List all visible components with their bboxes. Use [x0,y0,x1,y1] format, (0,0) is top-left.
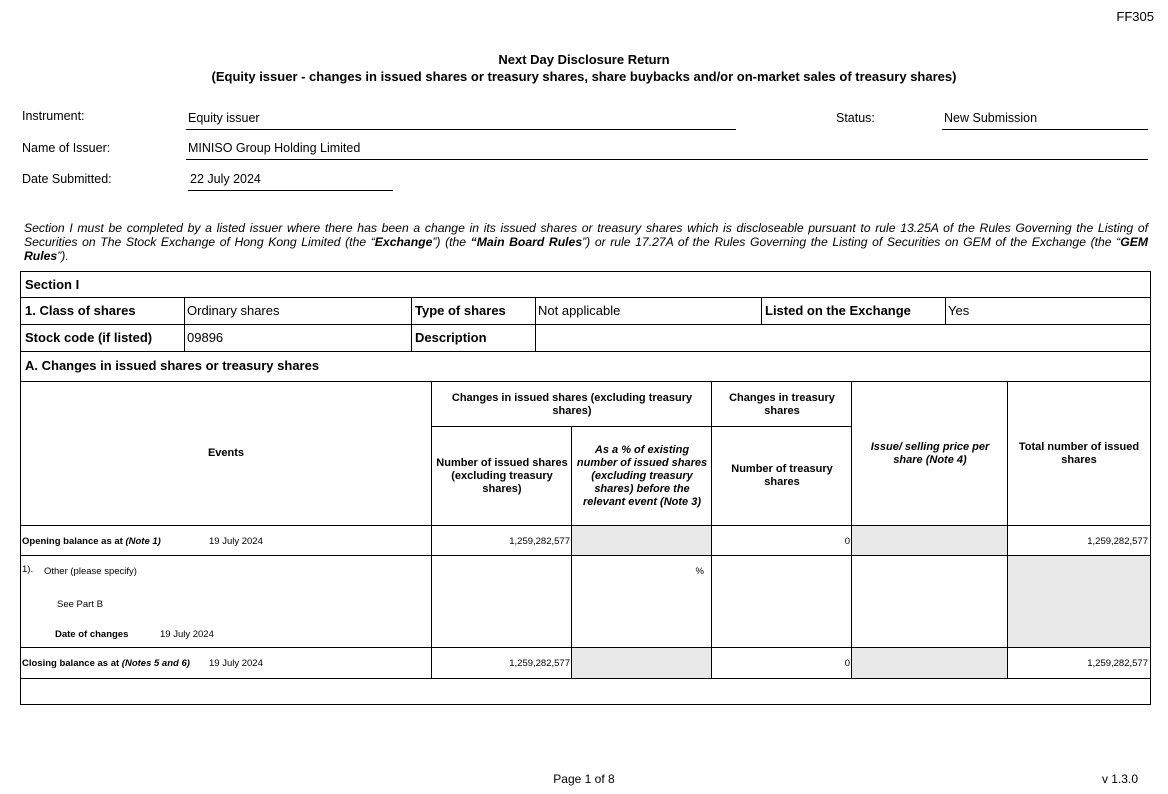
event-type: Other (please specify) [44,566,137,577]
listed-on-exchange-label: Listed on the Exchange [765,303,911,318]
page-number: Page 1 of 8 [553,772,615,786]
date-of-changes-value: 19 July 2024 [160,629,214,640]
closing-balance-date: 19 July 2024 [209,658,263,669]
type-of-shares-value: Not applicable [538,303,621,318]
instrument-field: Equity issuer [186,111,736,130]
closing-total-shares: 1,259,282,577 [1087,658,1148,669]
page-title: Next Day Disclosure Return [498,52,670,67]
class-of-shares-label: 1. Class of shares [25,303,136,318]
instrument-label: Instrument: [22,109,85,123]
number-issued-shares-header: Number of issued shares (excluding treasury shares) [436,456,568,495]
opening-balance-date: 19 July 2024 [209,536,263,547]
page-subtitle: (Equity issuer - changes in issued shares or treasury shares, share buybacks and/or on-market sales of treasury shares) [211,69,957,84]
treasury-shares-group-header: Changes in treasury shares [729,391,835,417]
form-code: FF305 [1116,9,1154,24]
closing-balance-label: Closing balance as at (Notes 5 and 6) [22,658,190,669]
description-label: Description [415,330,487,345]
closing-issued-shares: 1,259,282,577 [509,658,570,669]
part-a-title: A. Changes in issued shares or treasury shares [25,358,320,373]
section-title: Section I [25,277,80,292]
issue-price-header: Issue/ selling price per share (Note 4) [870,440,990,466]
events-header: Events [207,447,245,459]
event-number: 1). [22,564,34,575]
event-percentage-symbol: % [695,566,704,577]
opening-treasury-shares: 0 [844,536,850,547]
issuer-label: Name of Issuer: [22,141,111,155]
total-issued-shares-header: Total number of issued shares [1018,440,1140,466]
stock-code-value: 09896 [187,330,224,345]
closing-treasury-shares: 0 [844,658,850,669]
issued-shares-group-header: Changes in issued shares (excluding treasury shares) [451,391,693,417]
type-of-shares-label: Type of shares [415,303,506,318]
date-submitted-field: 22 July 2024 [188,172,393,191]
class-of-shares-value: Ordinary shares [187,303,280,318]
section-intro: Section I must be completed by a listed issuer where there has been a change in its issued shares or treasury shares which is discloseable pursuant to rule 13.25A of the Rules Governing the Listing of Securities on The Stock Exchange of Hong Kong Limited (the “Exchange”) (the “Main Board Rules”) or rule 17.27A of the Rules Governing the Listing of Securities on GEM of the Exchange (the “GEM Rules”). [24,221,1148,263]
opening-balance-label: Opening balance as at (Note 1) [22,536,161,547]
issuer-field: MINISO Group Holding Limited [186,141,1148,160]
event-detail: See Part B [57,599,103,610]
number-treasury-shares-header: Number of treasury shares [731,463,833,488]
percentage-existing-header: As a % of existing number of issued shares (excluding treasury shares) before the relevant event (Note 3) [576,443,708,508]
date-submitted-label: Date Submitted: [22,172,112,186]
status-field: New Submission [942,111,1148,130]
status-label: Status: [836,111,875,125]
version-label: v 1.3.0 [1101,772,1138,786]
date-of-changes-label: Date of changes [55,629,129,640]
listed-on-exchange-value: Yes [948,303,970,318]
stock-code-label: Stock code (if listed) [25,330,153,345]
opening-issued-shares: 1,259,282,577 [509,536,570,547]
opening-total-shares: 1,259,282,577 [1087,536,1148,547]
